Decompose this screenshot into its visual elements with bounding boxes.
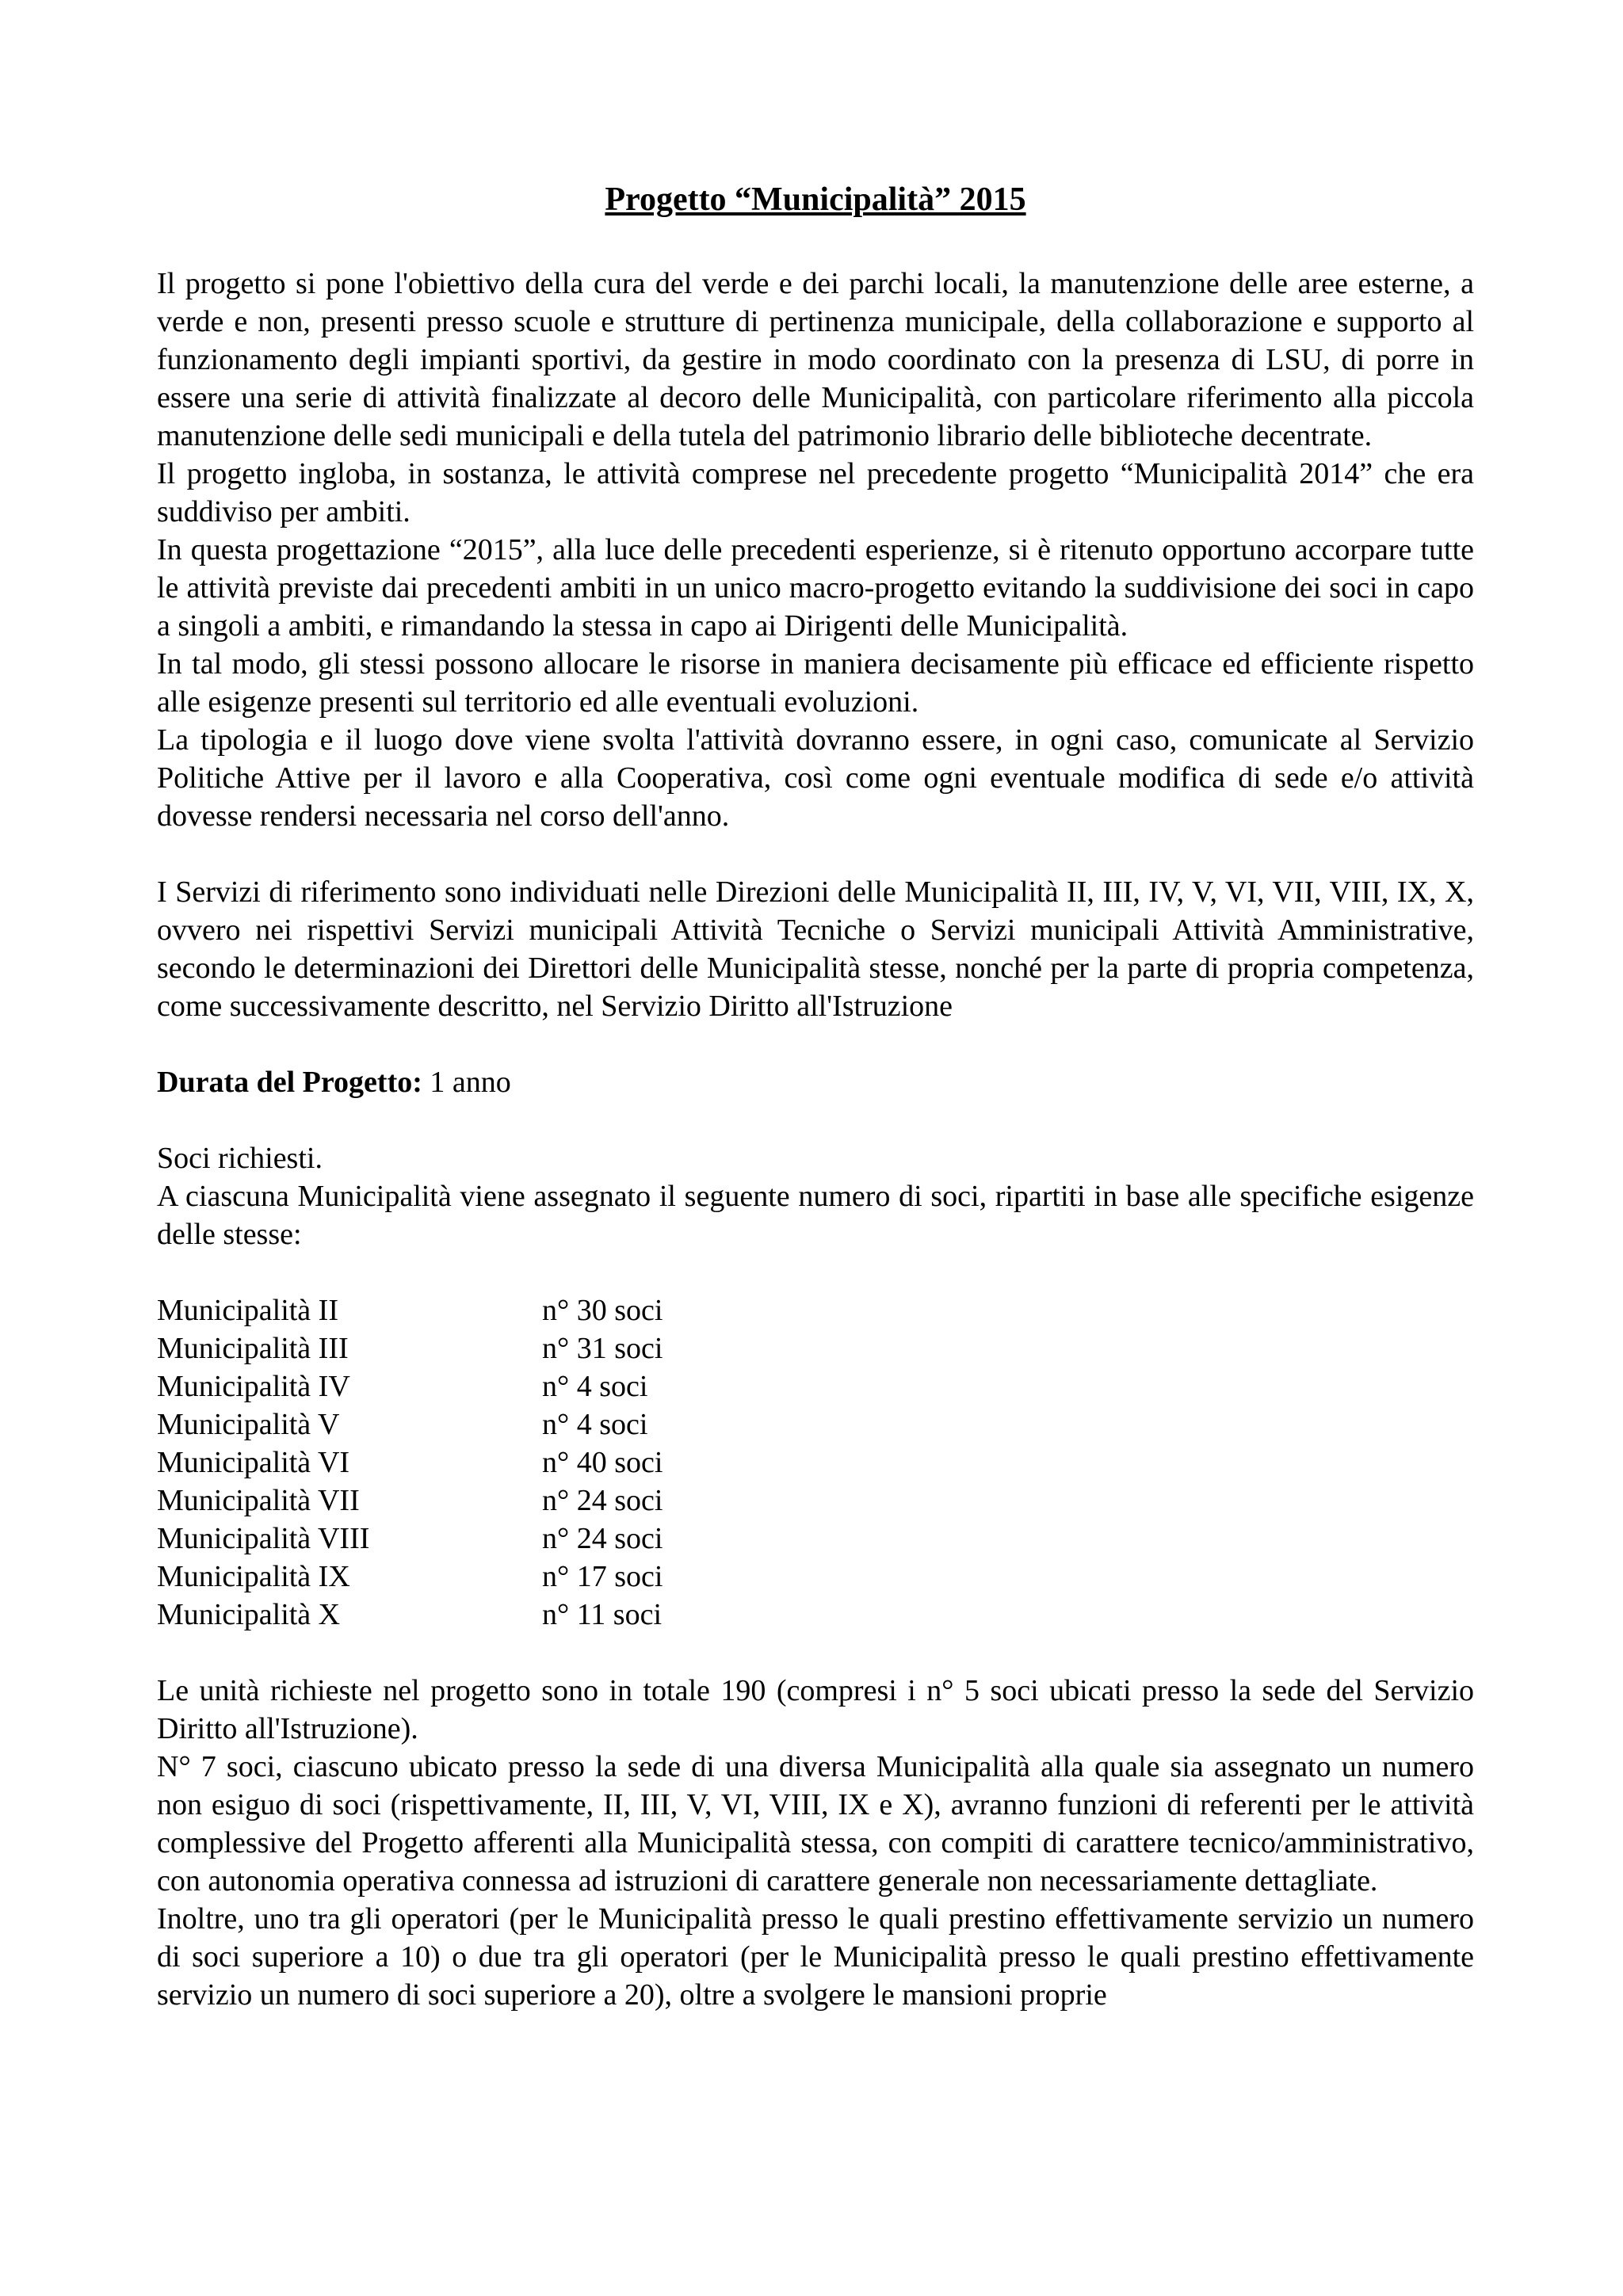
document-page (157, 179, 1474, 2014)
soci-intro: A ciascuna Municipalità viene assegnato il seguente numero di soci, ripartiti in base alle specifiche esigenze delle stesse: (157, 1180, 1474, 1251)
allocation-row (157, 1367, 1474, 1405)
closing-paragraph-3: Inoltre, uno tra gli operatori (per le Municipalità presso le quali prestino effettivamente servizio un numero di soci superiore a 10) o due tra gli operatori (per le Municipalità presso le quali prestino effettivamente servizio un numero di soci superiore a 20), oltre a svolgere le mansioni proprie (157, 1902, 1474, 2012)
allocation-name: Municipalità VIII (157, 1522, 370, 1555)
allocation-row (157, 1558, 1474, 1596)
spacer (157, 1025, 1474, 1063)
document-title: Progetto “Municipalità” 2015 (605, 181, 1026, 218)
allocation-list (157, 1291, 1474, 1634)
allocation-count: n° 24 soci (542, 1484, 663, 1517)
duration-line (157, 1063, 1474, 1101)
allocation-row (157, 1520, 1474, 1558)
allocation-row (157, 1482, 1474, 1520)
allocation-row (157, 1291, 1474, 1329)
allocation-row (157, 1329, 1474, 1367)
allocation-name: Municipalità IV (157, 1370, 350, 1403)
intro-paragraph-2: Il progetto ingloba, in sostanza, le attività comprese nel precedente progetto “Municipalità 2014” che era suddiviso per ambiti. (157, 457, 1474, 528)
soci-heading: Soci richiesti. (157, 1142, 323, 1175)
allocation-name: Municipalità X (157, 1598, 341, 1631)
services-paragraph: I Servizi di riferimento sono individuati nelle Direzioni delle Municipalità II, III, IV, V, VI, VII, VIII, IX, X, ovvero nei rispettivi Servizi municipali Attività Tecniche o Servizi municipali Attività Amministrative, secondo le determinazioni dei Direttori delle Municipalità stesse, nonché per la parte di propria competenza, come successivamente descritto, nel Servizio Diritto all'Istruzione (157, 875, 1474, 1023)
allocation-row (157, 1596, 1474, 1634)
allocation-name: Municipalità VI (157, 1446, 350, 1479)
allocation-count: n° 24 soci (542, 1522, 663, 1555)
spacer (157, 1634, 1474, 1672)
spacer (157, 1253, 1474, 1291)
allocation-name: Municipalità VII (157, 1484, 360, 1517)
allocation-count: n° 17 soci (542, 1560, 663, 1593)
allocation-count: n° 4 soci (542, 1408, 648, 1441)
allocation-row (157, 1405, 1474, 1444)
allocation-name: Municipalità V (157, 1408, 340, 1441)
allocation-count: n° 31 soci (542, 1332, 663, 1365)
allocation-count: n° 4 soci (542, 1370, 648, 1403)
spacer (157, 1101, 1474, 1139)
allocation-count: n° 30 soci (542, 1294, 663, 1327)
spacer (157, 835, 1474, 873)
allocation-row (157, 1444, 1474, 1482)
intro-paragraph-3: In questa progettazione “2015”, alla luce delle precedenti esperienze, si è ritenuto opportuno accorpare tutte le attività previste dai precedenti ambiti in un unico macro-progetto evitando la suddivisione dei soci in capo a singoli a ambiti, e rimandando la stessa in capo ai Dirigenti delle Municipalità. (157, 533, 1474, 643)
closing-paragraph-2: N° 7 soci, ciascuno ubicato presso la sede di una diversa Municipalità alla quale sia assegnato un numero non esiguo di soci (rispettivamente, II, III, V, VI, VIII, IX e X), avranno funzioni di referenti per le attività complessive del Progetto afferenti alla Municipalità stessa, con compiti di carattere tecnico/amministrativo, con autonomia operativa connessa ad istruzioni di carattere generale non necessariamente dettagliate. (157, 1750, 1474, 1897)
closing-paragraph-1: Le unità richieste nel progetto sono in totale 190 (compresi i n° 5 soci ubicati presso la sede del Servizio Diritto all'Istruzione). (157, 1674, 1474, 1745)
duration-value: 1 anno (422, 1066, 511, 1099)
allocation-name: Municipalità II (157, 1294, 338, 1327)
allocation-count: n° 11 soci (542, 1598, 662, 1631)
allocation-name: Municipalità III (157, 1332, 349, 1365)
intro-paragraph-4: In tal modo, gli stessi possono allocare le risorse in maniera decisamente più efficace ed efficiente rispetto alle esigenze presenti sul territorio ed alle eventuali evoluzioni. (157, 647, 1474, 719)
intro-paragraph-1: Il progetto si pone l'obiettivo della cura del verde e dei parchi locali, la manutenzione delle aree esterne, a verde e non, presenti presso scuole e strutture di pertinenza municipale, della collaborazione e supporto al funzionamento degli impianti sportivi, da gestire in modo coordinato con la presenza di LSU, di porre in essere una serie di attività finalizzate al decoro delle Municipalità, con particolare riferimento alla piccola manutenzione delle sedi municipali e della tutela del patrimonio librario delle biblioteche decentrate. (157, 267, 1474, 452)
duration-label: Durata del Progetto: (157, 1066, 422, 1099)
allocation-name: Municipalità IX (157, 1560, 350, 1593)
allocation-count: n° 40 soci (542, 1446, 663, 1479)
intro-paragraph-5: La tipologia e il luogo dove viene svolta l'attività dovranno essere, in ogni caso, comunicate al Servizio Politiche Attive per il lavoro e alla Cooperativa, così come ogni eventuale modifica di sede e/o attività dovesse rendersi necessaria nel corso dell'anno. (157, 723, 1474, 833)
